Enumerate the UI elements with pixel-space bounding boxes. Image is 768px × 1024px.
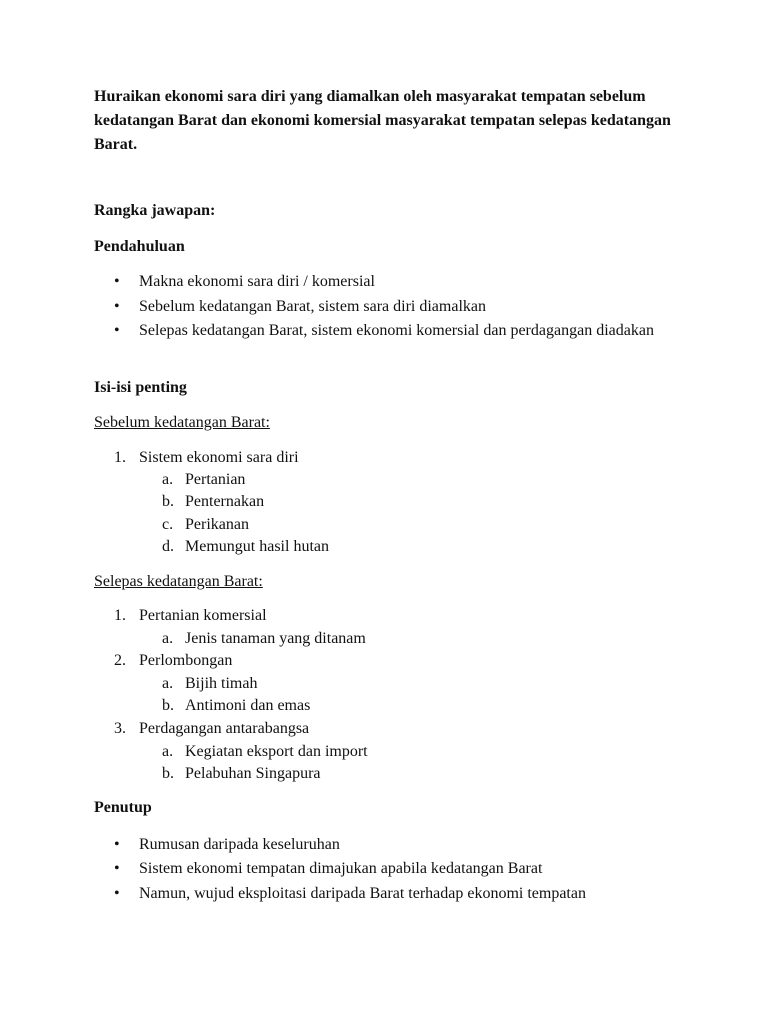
sub-item-letter: d.	[162, 538, 174, 555]
list-item-text: Selepas kedatangan Barat, sistem ekonomi komersial dan perdagangan diadakan	[139, 322, 654, 339]
list-item-text: Rumusan daripada keseluruhan	[139, 836, 340, 853]
sub-item-letter: c.	[162, 516, 174, 533]
sub-item-text: Bijih timah	[185, 675, 258, 692]
list-item-text: Makna ekonomi sara diri / komersial	[139, 273, 375, 290]
bullet-icon: •	[114, 298, 120, 315]
sub-item-letter: a.	[162, 743, 174, 760]
sub-item-letter: a.	[162, 630, 174, 647]
isi-heading: Isi-isi penting	[94, 379, 187, 396]
sub-item-text: Pelabuhan Singapura	[185, 765, 321, 782]
pendahuluan-heading: Pendahuluan	[94, 238, 185, 255]
sub-item-text: Pertanian	[185, 471, 246, 488]
penutup-heading: Penutup	[94, 799, 152, 816]
rangka-heading: Rangka jawapan:	[94, 202, 216, 219]
bullet-icon: •	[114, 885, 120, 902]
sub-item-letter: b.	[162, 493, 174, 510]
item-label: Sistem ekonomi sara diri	[139, 449, 299, 466]
list-item-text: Namun, wujud eksploitasi daripada Barat terhadap ekonomi tempatan	[139, 885, 586, 902]
sub-item-text: Jenis tanaman yang ditanam	[185, 630, 366, 647]
item-label: Perlombongan	[139, 652, 233, 669]
bullet-icon: •	[114, 860, 120, 877]
bullet-icon: •	[114, 836, 120, 853]
sub-item-text: Memungut hasil hutan	[185, 538, 329, 555]
bullet-icon: •	[114, 322, 120, 339]
selepas-heading: Selepas kedatangan Barat:	[94, 573, 263, 590]
sub-item-text: Kegiatan eksport dan import	[185, 743, 368, 760]
sub-item-letter: b.	[162, 697, 174, 714]
question-text: Huraikan ekonomi sara diri yang diamalkan oleh masyarakat tempatan sebelum kedatangan Barat dan ekonomi komersial masyarakat tempatan selepas kedatangan Barat.	[94, 88, 671, 153]
list-item-text: Sebelum kedatangan Barat, sistem sara diri diamalkan	[139, 298, 486, 315]
sebelum-heading: Sebelum kedatangan Barat:	[94, 414, 270, 431]
item-label: Pertanian komersial	[139, 607, 267, 624]
item-number: 1.	[114, 607, 126, 624]
item-number: 2.	[114, 652, 126, 669]
item-number: 1.	[114, 449, 126, 466]
sub-item-text: Antimoni dan emas	[185, 697, 311, 714]
sub-item-letter: a.	[162, 675, 174, 692]
sub-item-text: Penternakan	[185, 493, 265, 510]
list-item-text: Sistem ekonomi tempatan dimajukan apabila kedatangan Barat	[139, 860, 543, 877]
item-number: 3.	[114, 720, 126, 737]
sub-item-text: Perikanan	[185, 516, 249, 533]
sub-item-letter: b.	[162, 765, 174, 782]
sub-item-letter: a.	[162, 471, 174, 488]
item-label: Perdagangan antarabangsa	[139, 720, 310, 737]
bullet-icon: •	[114, 273, 120, 290]
